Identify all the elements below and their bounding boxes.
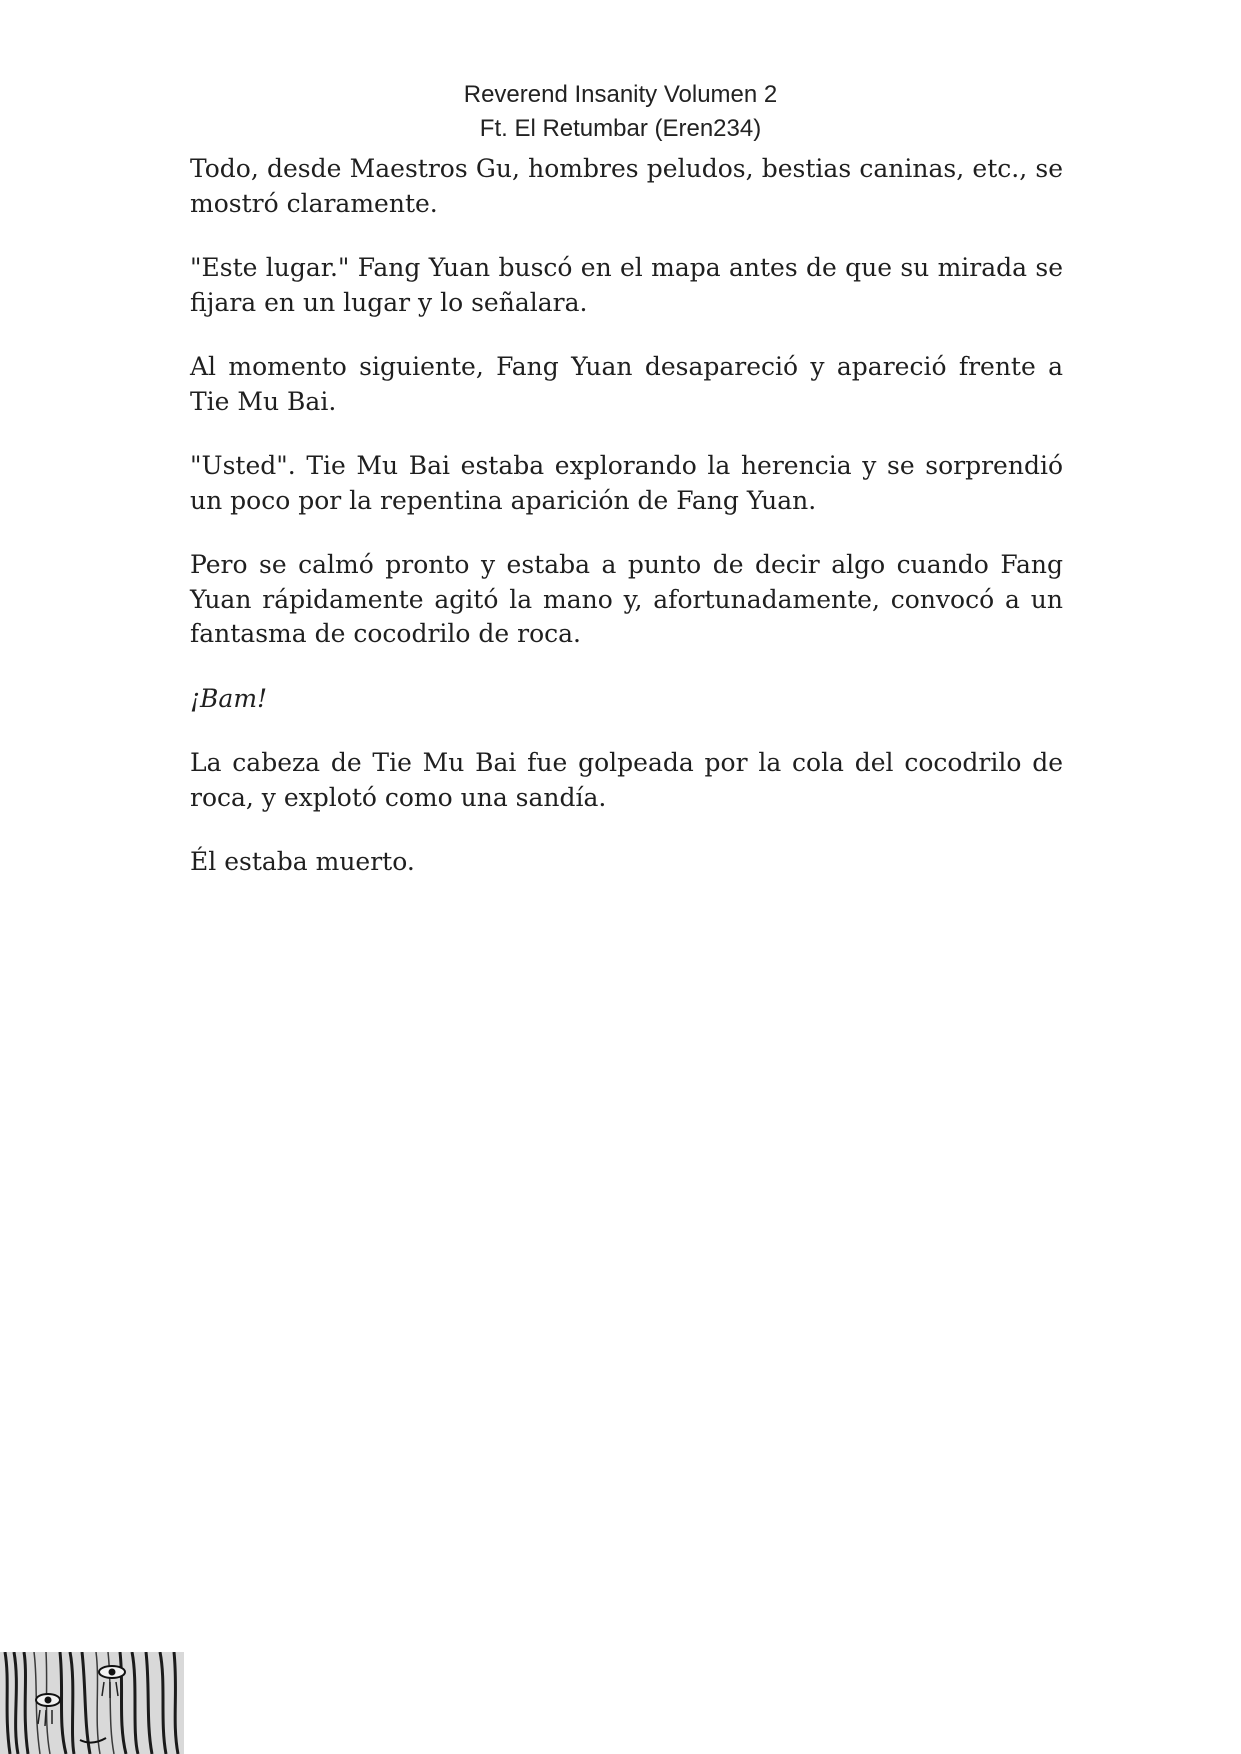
document-body — [190, 152, 1063, 910]
page-header — [0, 78, 1241, 146]
manga-face-icon — [0, 1652, 184, 1754]
sound-effect-paragraph: ¡Bam! — [190, 683, 268, 713]
corner-illustration — [0, 1652, 184, 1754]
paragraph: Pero se calmó pronto y estaba a punto de decir algo cuando Fang Yuan rápidamente agitó la mano y, afortunadamente, convocó a un fantasma de cocodrilo de roca. — [190, 550, 1063, 648]
paragraph: Todo, desde Maestros Gu, hombres peludos, bestias caninas, etc., se mostró claramente. — [190, 154, 1063, 218]
header-credit: Ft. El Retumbar (Eren234) — [479, 115, 762, 142]
paragraph: "Este lugar." Fang Yuan buscó en el mapa antes de que su mirada se fijara en un lugar y lo señalara. — [190, 253, 1063, 317]
paragraph: Al momento siguiente, Fang Yuan desapareció y apareció frente a Tie Mu Bai. — [190, 352, 1063, 416]
paragraph: Él estaba muerto. — [190, 847, 415, 876]
paragraph: "Usted". Tie Mu Bai estaba explorando la herencia y se sorprendió un poco por la repentina aparición de Fang Yuan. — [190, 451, 1063, 515]
paragraph: La cabeza de Tie Mu Bai fue golpeada por la cola del cocodrilo de roca, y explotó como una sandía. — [190, 748, 1063, 812]
header-title: Reverend Insanity Volumen 2 — [463, 81, 778, 108]
